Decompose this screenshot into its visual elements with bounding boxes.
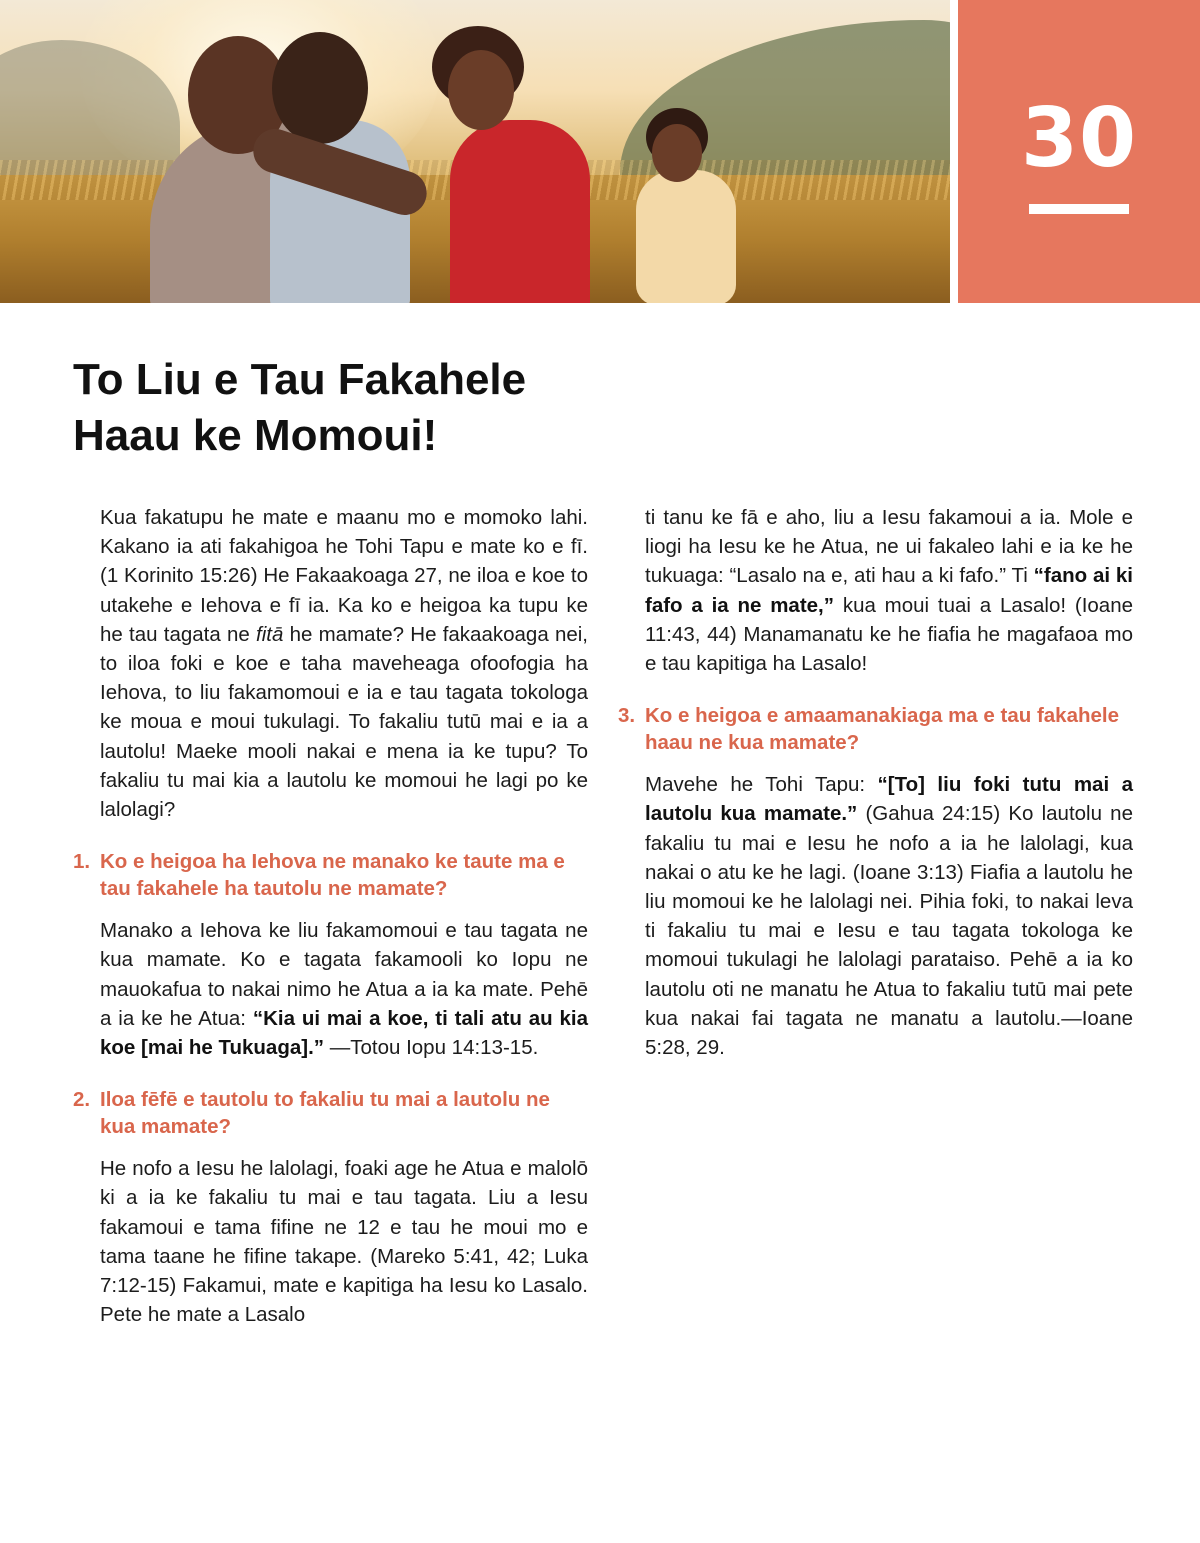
- lesson-number-badge: [958, 0, 1200, 303]
- answer-1-paragraph: [73, 916, 588, 1062]
- question-2-heading: [73, 1086, 588, 1140]
- answer-2-paragraph-part-1: [73, 1154, 588, 1329]
- answer-1-reference: —Totou Iopu 14:13-15.: [324, 1036, 539, 1060]
- answer-2-text-right: ti tanu ke fā e aho, liu a Iesu fakamoui a ia. Mole e liogi ha Iesu ke he Atua, ne ui fakaleo lahi e ia ke he tukuaga: “Lasalo na e, ati hau a ki fafo.” Ti: [645, 506, 1133, 588]
- intro-paragraph: [73, 503, 588, 824]
- answer-2-paragraph-part-2: [618, 503, 1133, 678]
- girl-figure: [636, 170, 736, 303]
- girl-head: [652, 124, 702, 182]
- woman-head: [448, 50, 514, 130]
- question-1-heading: [73, 848, 588, 902]
- answer-3-paragraph: [618, 770, 1133, 1062]
- answer-2-text-end: kua moui tuai a Lasalo! (Ioane 11:43, 44) Manamanatu ke he fiafia he magafaoa mo e tau kapitiga ha Lasalo!: [645, 593, 1133, 676]
- answer-1-text: Manako a Iehova ke liu fakamomoui e tau tagata ne kua mamate. Ko e tagata fakamooli ko Iopu ne mauokafua to nakai nimo he Atua a ia ka mate. Pehē a ia ke he Atua:: [100, 919, 588, 1030]
- hero-photo: [0, 0, 950, 303]
- answer-3-text-end: (Gahua 24:15) Ko lautolu ne fakaliu tu mai e Iesu he nofo a ia he lalolagi, kua nakai o atu ke he lagi. (Ioane 3:13) Fiafia a lautolu he liu momoui ke he lalolagi nei. Pihia foki, to nakai leva ti fakaliu tu mai e Iesu e tau tagata tokologa ke momoui tukulagi he lalolagi parataiso. Pehē a ia ko lautolu oti ne manatu he Atua to fakaliu tutū mai pete kua nakai fai tagata ne manatu a lautolu.—Ioane 5:28, 29.: [645, 802, 1133, 1060]
- boy-head: [272, 32, 368, 144]
- lesson-number-underline: [1029, 204, 1129, 214]
- question-1-number: 1.: [73, 850, 91, 874]
- lesson-number: 30: [1020, 91, 1138, 186]
- intro-text-2: he mamate? He fakaakoaga nei, to iloa foki e koe e taha maveheaga ofoofogia ha Iehova, to liu fakamomoui e ia e tau tagata tokologa ke moua e moui tukulagi. To fakaliu tutū mai e ia a lautolu! Maeke mooli nakai e mena ia ke tupu? To fakaliu tu mai kia a lautolu ke momoui he lagi po ke lalolagi?: [100, 622, 588, 822]
- intro-italic: fitā: [256, 622, 284, 646]
- answer-2-text-left: He nofo a Iesu he lalolagi, foaki age he Atua e malolō ki a ia ke fakaliu tu mai e tau tagata. Liu a Iesu fakamoui e tama fifine ne 12 e tau he moui mo e tama taane he fifine takape. (Mareko 5:41, 42; Luka 7:12-15) Fakamui, mate e kapitiga ha Iesu ko Lasalo. Pete he mate a Lasalo: [100, 1157, 588, 1327]
- question-3-heading: [618, 702, 1133, 756]
- answer-3-text: Mavehe he Tohi Tapu:: [645, 773, 878, 797]
- left-column: [73, 503, 588, 1353]
- answer-3-quote: “[To] liu foki tutu mai a lautolu kua mamate.”: [645, 773, 1134, 826]
- question-3-text: Ko e heigoa e amaamanakiaga ma e tau fakahele haau ne kua mamate?: [645, 704, 1119, 755]
- woman-figure: [450, 120, 590, 303]
- intro-text: Kua fakatupu he mate e maanu mo e momoko lahi. Kakano ia ati fakahigoa he Tohi Tapu e mate ko e fī. (1 Korinito 15:26) He Fakaakoaga 27, ne iloa e koe to utakehe e Iehova e fī ia. Ka ko e heigoa ka tupu ke he tau tagata ne: [100, 506, 588, 646]
- answer-2-quote: “fano ai ki fafo a ia ne mate,”: [645, 564, 1133, 617]
- page-title: To Liu e Tau Fakahele Haau ke Momoui!: [73, 355, 527, 460]
- question-1-text: Ko e heigoa ha Iehova ne manako ke taute ma e tau fakahele ha tautolu ne mamate?: [100, 850, 565, 901]
- question-2-text: Iloa fēfē e tautolu to fakaliu tu mai a lautolu ne kua mamate?: [100, 1088, 550, 1139]
- answer-1-quote: “Kia ui mai a koe, ti tali atu au kia koe [mai he Tukuaga].”: [100, 1006, 588, 1060]
- question-2-number: 2.: [73, 1088, 91, 1112]
- question-3-number: 3.: [618, 704, 636, 728]
- right-column: [618, 503, 1133, 1086]
